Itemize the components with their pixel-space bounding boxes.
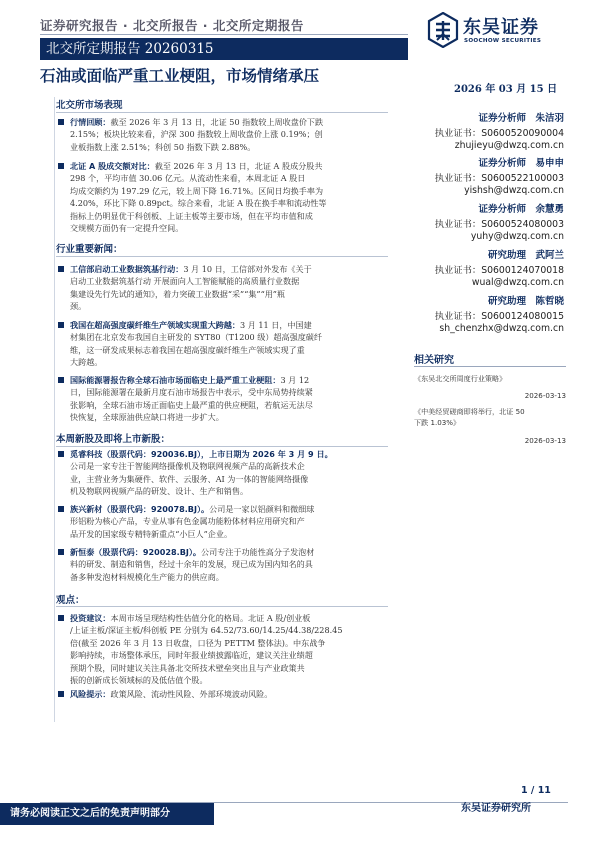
logo-subtext: SOOCHOW SECURITIES: [464, 38, 542, 44]
paragraph-line: 均成交额约为 197.29 亿元，较上周下降 16.71%。区间日均换手率为: [70, 185, 324, 196]
item-text: 截至 2026 年 3 月 13 日，北证 50 指数较上周收盘价下跌: [110, 117, 324, 127]
report-date: 2026 年 03 月 15 日: [454, 84, 558, 95]
paragraph-line: 倍(截至 2026 年 3 月 13 日收盘，口径为 PETTM 整体法)。中东战争: [70, 637, 326, 648]
ipo-item: [70, 503, 390, 540]
paragraph-line: 2.15%；板块比较来看，沪深 300 指数较上周收盘价上涨 0.19%；创: [70, 129, 323, 140]
item-label: 投资建议：: [70, 613, 111, 623]
paragraph-line: 材集团在北京发布我国自主研发的 SYT80（T1200 级）超高强度碳纤: [70, 332, 322, 343]
analyst-email[interactable]: yishsh@dwzq.com.cn: [464, 185, 564, 196]
item-label: 工信部启动工业数据筑基行动：: [70, 264, 184, 274]
bullet-icon: [58, 322, 64, 328]
section-divider: [56, 256, 388, 257]
analyst-role: 研究助理: [487, 296, 526, 307]
disclaimer-notice: 请务必阅读正文之后的免责声明部分: [0, 803, 214, 825]
analyst-role-name: [409, 247, 564, 261]
bullet-icon: [58, 615, 64, 621]
analyst-role-name: [409, 201, 564, 215]
bullet-icon: [58, 119, 64, 125]
analyst-certificate: 执业证书：S0600522100003: [434, 173, 564, 184]
related-title-line: 下跌 1.03%》: [414, 418, 461, 427]
paragraph-line: [70, 612, 390, 624]
bullet-icon: [58, 506, 64, 512]
paragraph-line: 日，国际能源署在最新月度石油市场报告中表示，受中东局势持续紧: [70, 387, 313, 398]
related-report-date: 2026-03-13: [524, 436, 566, 445]
paragraph-line: 机及物联网视频产品的研发、设计、生产和销售。: [70, 486, 249, 497]
analyst-role-name: [409, 293, 564, 307]
logo-text: 东吴证券: [463, 17, 539, 38]
ipo-item: [70, 448, 390, 498]
paragraph-line: 4.20%，环比下降 0.89pct。综合来看，北证 A 股在换手率和流动性等: [70, 198, 327, 209]
item-label: 新恒泰（股票代码：920028.BJ）。: [70, 547, 202, 557]
item-label: 北证 A 股成交额对比：: [70, 161, 155, 171]
section-divider: [56, 446, 388, 447]
company-logo: [427, 12, 567, 52]
paragraph-line: 备多种发泡材料规模化生产能力的供应商。: [70, 571, 224, 582]
ipo-item: [70, 546, 390, 583]
related-report-title[interactable]: [414, 373, 566, 384]
paragraph-line: [70, 374, 390, 386]
related-report-title[interactable]: [414, 406, 566, 428]
logo-mark-icon: [427, 12, 459, 48]
paragraph-line: 大跨越。: [70, 357, 103, 368]
item-label: 觅睿科技（股票代码：920036.BJ），上市日期为 2026 年 3 月 9 日。: [70, 449, 333, 459]
paragraph-line: 张影响，全球石油市场正面临史上最严重的供应梗阻，若航运无法尽: [70, 399, 313, 410]
analyst-role-name: [409, 155, 564, 169]
paragraph-line: [70, 160, 390, 172]
item-text: 政策风险、流动性风险、外部环境波动风险。: [110, 689, 273, 699]
item-text: 3 月 12: [280, 375, 310, 385]
paragraph-line: [70, 688, 390, 700]
item-label: 行情回顾：: [70, 117, 111, 127]
market-item: [70, 160, 390, 234]
paragraph-line: 料的研发、制造和销售，经过十余年的发展，现已成为国内知名的具: [70, 559, 313, 570]
analyst-name: 武阿兰: [535, 250, 564, 261]
paragraph-line: 维，这一研发成果标志着我国在超高强度碳纤维生产领域实现了重: [70, 344, 305, 355]
analyst-email[interactable]: zhujieyu@dwzq.com.cn: [454, 140, 564, 151]
report-category-line: 证券研究报告 · 北交所报告 · 北交所定期报告: [40, 18, 304, 33]
paragraph-line: 公司是一家专注于智能网络摄像机及物联网视频产品的高新技术企: [70, 461, 305, 472]
paragraph-line: 集建设先行先试的通知》，着力突破工业数据“采”“集”“用”瓶: [70, 288, 286, 299]
ipo-section-heading: 本周新股及即将上市新股：: [56, 434, 171, 445]
bullet-icon: [58, 549, 64, 555]
bullet-icon: [58, 163, 64, 169]
header-divider: [40, 34, 408, 35]
views-section-heading: 观点：: [56, 595, 85, 606]
report-series-bar: 北交所定期报告 20260315: [40, 38, 408, 60]
analyst-certificate: 执业证书：S0600524080003: [434, 219, 564, 230]
paragraph-line: [70, 503, 390, 515]
page-number: 1 / 11: [521, 785, 551, 796]
industry-section-heading: 行业重要新闻：: [56, 244, 123, 255]
related-research-heading: 相关研究: [414, 355, 454, 366]
analyst-role: 证券分析师: [478, 204, 526, 215]
paragraph-line: 振的创新成长领域标的及低估值个股。: [70, 675, 208, 686]
item-text: 公司专注于功能性高分子发泡材: [201, 547, 315, 557]
related-title-line: 《中美经贸磋商即将举行，北证 50: [414, 407, 525, 416]
research-institute-name: 东吴证券研究所: [461, 803, 531, 814]
paragraph-line: 形铝粉为核心产品，专业从事有色金属功能粉体材料应用研究和产: [70, 516, 305, 527]
paragraph-line: 业板指数上涨 2.51%；科创 50 指数下跌 2.88%。: [70, 141, 256, 152]
analyst-email[interactable]: yuhy@dwzq.com.cn: [470, 231, 564, 242]
report-title: 石油或面临严重工业梗阻，市场情绪承压: [40, 66, 320, 85]
paragraph-line: [70, 263, 390, 275]
analyst-name: 陈哲晓: [535, 296, 564, 307]
item-text: 公司是一家以铝颜料和微细球: [209, 504, 315, 514]
analyst-role: 证券分析师: [478, 113, 526, 124]
analyst-email[interactable]: wual@dwzq.com.cn: [471, 277, 564, 288]
paragraph-line: 298 个，平均市值 30.06 亿元。从流动性来看，本周北证 A 股日: [70, 173, 306, 184]
analyst-email[interactable]: sh_chenzhx@dwzq.com.cn: [439, 323, 564, 334]
section-divider: [56, 112, 388, 113]
industry-item: [70, 374, 390, 424]
analyst-role: 证券分析师: [478, 158, 526, 169]
analyst-certificate: 执业证书：S0600124080015: [434, 311, 564, 322]
analyst-role: 研究助理: [487, 250, 526, 261]
market-section-heading: 北交所市场表现: [56, 100, 123, 111]
item-label: 国际能源署报告称全球石油市场面临史上最严重工业梗阻：: [70, 375, 281, 385]
item-text: 3 月 10 日，工信部对外发布《关于: [183, 264, 312, 274]
paragraph-line: 指标上仍明显优于科创板、上证主板等主要市场，但在平均市值和成: [70, 210, 313, 221]
paragraph-line: [70, 448, 390, 460]
item-text: 截至 2026 年 3 月 13 日，北证 A 股成分股共: [154, 161, 323, 171]
paragraph-line: 交规模方面仍有一定提升空间。: [70, 223, 184, 234]
paragraph-line: 影响持续，市场整体承压，同时年报业绩披露临近，建议关注业绩超: [70, 650, 313, 661]
industry-item: [70, 263, 390, 313]
analyst-certificate: 执业证书：S0600520090004: [434, 128, 564, 139]
related-report-date: 2026-03-13: [524, 391, 566, 400]
bullet-icon: [58, 377, 64, 383]
paragraph-line: [70, 546, 390, 558]
section-divider: [56, 606, 388, 607]
bullet-icon: [58, 451, 64, 457]
paragraph-line: 业，主营业务为集硬件、软件、云服务、AI 为一体的智能网络摄像: [70, 473, 309, 484]
analyst-name: 余慧勇: [535, 204, 564, 215]
related-divider: [414, 366, 566, 367]
paragraph-line: 品开发的国家级专精特新重点“小巨人”企业。: [70, 528, 233, 539]
market-item: [70, 116, 390, 153]
item-text: 3 月 11 日，中国建: [239, 320, 312, 330]
item-label: 我国在超高强度碳纤维生产领域实现重大跨越：: [70, 320, 240, 330]
related-title-line: 《东吴北交所周度行业策略》: [414, 374, 507, 383]
paragraph-line: 快恢复，全球原油供应缺口将进一步扩大。: [70, 412, 224, 423]
views-item: [70, 612, 390, 686]
bullet-icon: [58, 266, 64, 272]
item-label: 族兴新材（股票代码：920078.BJ）。: [70, 504, 210, 514]
bullet-icon: [58, 691, 64, 697]
paragraph-line: /上证主板/深证主板/科创板 PE 分别为 64.52/73.60/14.25/44.38/228.45: [70, 625, 343, 636]
paragraph-line: [70, 116, 390, 128]
analyst-name: 朱洁羽: [535, 113, 564, 124]
paragraph-line: 预期个股，同时建议关注具备北交所技术壁垒突出且与产业政策共: [70, 662, 305, 673]
analyst-name: 易申申: [535, 158, 564, 169]
paragraph-line: 颈。: [70, 301, 87, 312]
analyst-role-name: [409, 110, 564, 124]
analyst-certificate: 执业证书：S0600124070018: [434, 265, 564, 276]
item-label: 风险提示：: [70, 689, 111, 699]
paragraph-line: 启动工业数据筑基行动 开展面向人工智能赋能的高质量行业数据: [70, 276, 300, 287]
views-item: [70, 688, 390, 700]
left-rule: [54, 97, 55, 722]
paragraph-line: [70, 319, 390, 331]
item-text: 本周市场呈现结构性估值分化的格局。北证 A 股/创业板: [110, 613, 311, 623]
industry-item: [70, 319, 390, 369]
